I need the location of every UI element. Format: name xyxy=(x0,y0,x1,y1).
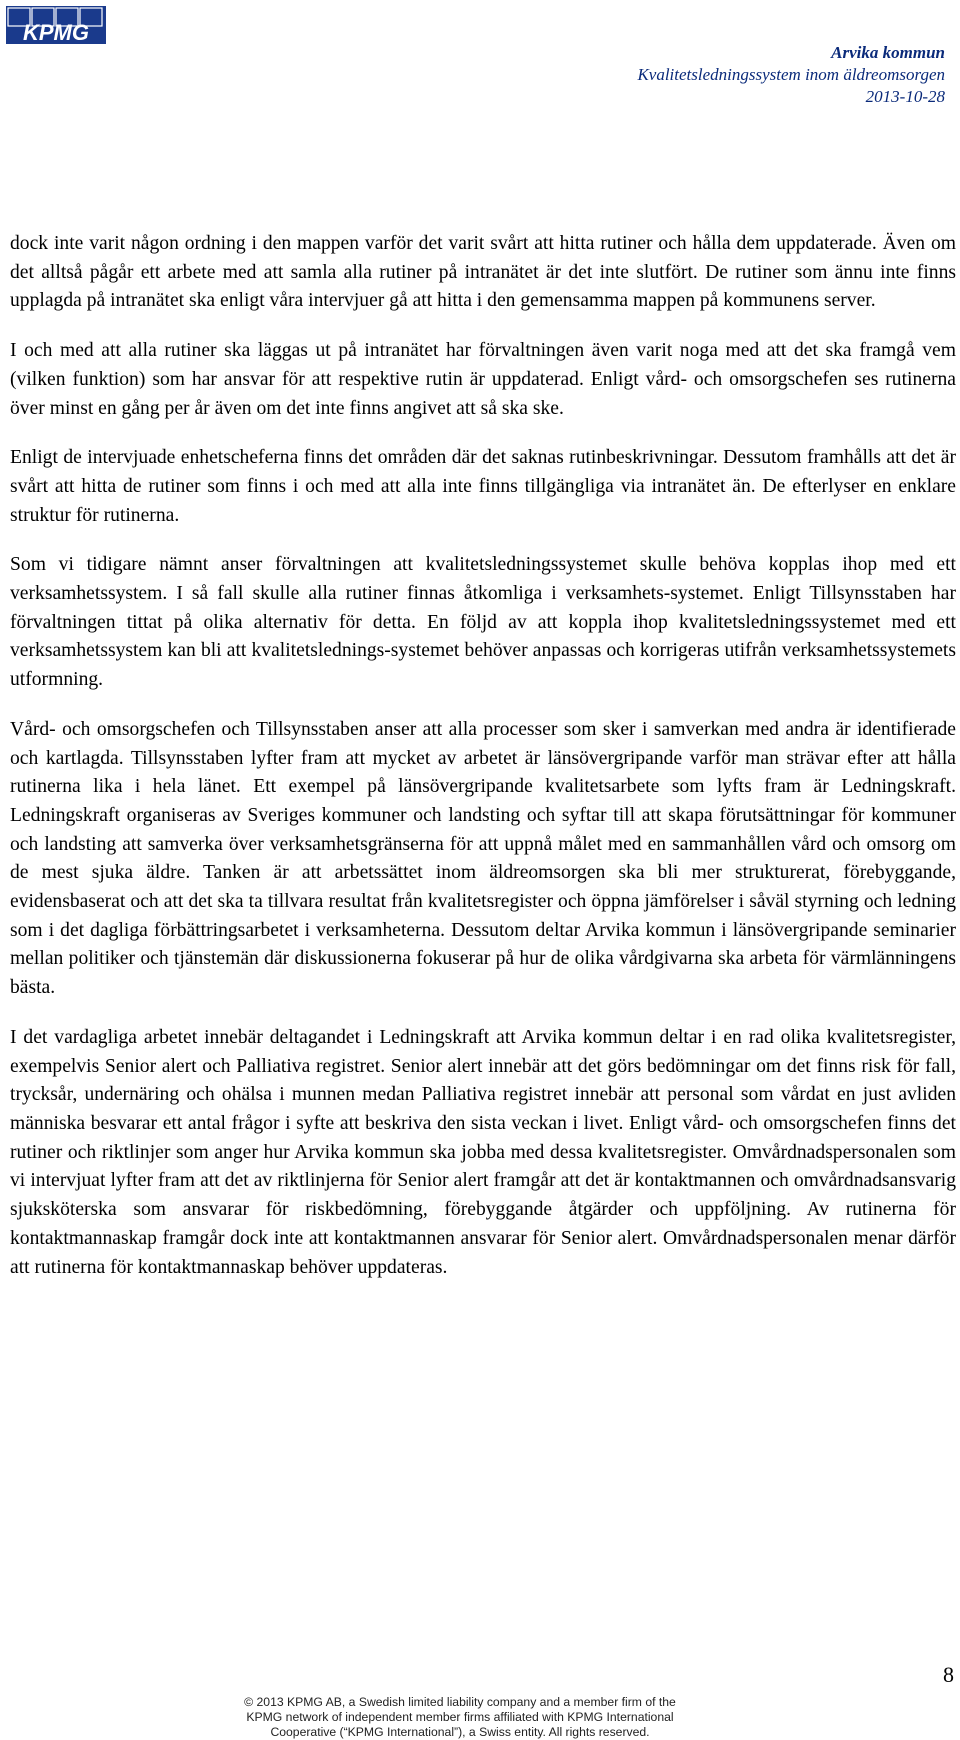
paragraph: I det vardagliga arbetet innebär deltagandet i Ledningskraft att Arvika kommun deltar i en rad olika kvalitetsregister, exempelvis Senior alert och Palliativa registret. Senior alert innebär att det görs bedömningar om det finns risk för fall, trycksår, undernäring och ohälsa i munnen medan Palliativa registret innebär att personal som vårdat en just avliden människa besvarar ett antal frågor i syfte att beskriva den sista veckan i livet. Enligt vård- och omsorgschefen finns det rutiner och riktlinjer som anger hur Arvika kommun ska jobba med dessa kvalitetsregister. Omvårdnadspersonalen som vi intervjuat lyfter fram att det av riktlinjerna för Senior alert framgår att det är kontaktmannen och omvårdnadsansvarig sjuksköterska som ansvarar för riskbedömning, förebyggande åtgärder och uppföljning. Av rutinerna för kontaktmannaskap framgår dock inte att kontaktmannen ansvarar för Senior alert. Omvårdnadspersonalen menar därför att rutinerna för kontaktmannaskap behöver uppdateras. xyxy=(10,1026,956,1278)
page-header xyxy=(637,42,945,108)
paragraph: dock inte varit någon ordning i den mappen varför det varit svårt att hitta rutiner och hålla dem uppdaterade. Även om det alltså pågår ett arbete med att samla alla rutiner på intranätet är det inte slutfört. De rutiner som ännu inte finns upplagda på intranätet ska enligt våra intervjuer gå att hitta i den gemensamma mappen på kommunens server. xyxy=(10,233,956,312)
footer-line: KPMG network of independent member firms affiliated with KPMG International xyxy=(246,1710,674,1724)
copyright-footer xyxy=(140,1695,780,1740)
footer-line: © 2013 KPMG AB, a Swedish limited liability company and a member firm of the xyxy=(244,1695,676,1709)
paragraph: I och med att alla rutiner ska läggas ut på intranätet har förvaltningen även varit noga med att det ska framgå vem (vilken funktion) som har ansvar för att respektive rutin är uppdaterad. Enligt vård- och omsorgschefen ses rutinerna över minst en gång per år även om det inte finns angivet att så ska ske. xyxy=(10,340,956,419)
paragraph: Vård- och omsorgschefen och Tillsynsstaben anser att alla processer som sker i samverkan med andra är identifierade och kartlagda. Tillsynsstaben lyfter fram att mycket av arbetet är länsövergripande varför man strävar efter att hålla rutinerna lika i hela länet. Ett exempel på länsövergripande kvalitetsarbete som lyfts fram är Ledningskraft. Ledningskraft organiseras av Sveriges kommuner och landsting och syftar till att skapa förutsättningar för kommuner och landsting att samverka över verksamhetsgränserna för att uppnå målet med en sammanhållen vård och omsorg om de mest sjuka äldre. Tanken är att arbetssättet inom äldreomsorgen ska bli mer strukturerat, förebyggande, evidensbaserat och att det ska ta tillvara resultat från kvalitetsregister och öppna jämförelser i såväl styrning och ledning som i det dagliga förbättringsarbetet i verksamheterna. Dessutom deltar Arvika kommun i länsövergripande seminarier mellan politiker och tjänstemän där diskussionerna fokuserar på hur de olika vårdgivarna ska arbeta för värmlänningens bästa. xyxy=(10,718,956,999)
footer-line: Cooperative (“KPMG International”), a Swiss entity. All rights reserved. xyxy=(270,1725,650,1739)
body-text xyxy=(10,230,956,1303)
report-title: Kvalitetsledningssystem inom äldreomsorgen xyxy=(637,65,945,84)
kpmg-logo-mark xyxy=(6,6,106,44)
paragraph: Som vi tidigare nämnt anser förvaltningen att kvalitetsledningssystemet skulle behöva kopplas ihop med ett verksamhetssystem. I så fall skulle alla rutiner finnas åtkomliga i verksamhets-systemet. Enligt Tillsynsstaben har förvaltningen tittat på olika alternativ för detta. En följd av att koppla ihop kvalitetsledningssystemet med ett verksamhetssystem kan bli att kvalitetslednings-systemet behöver anpassas och korrigeras utifrån verksamhetssystemets utformning. xyxy=(10,554,956,691)
kpmg-logo xyxy=(6,6,106,44)
logo-text: KPMG xyxy=(23,20,89,44)
organization-name: Arvika kommun xyxy=(831,43,945,62)
page-number: 8 xyxy=(943,1662,954,1687)
paragraph: Enligt de intervjuade enhetscheferna finns det områden där det saknas rutinbeskrivningar. Dessutom framhålls att det är svårt att hitta de rutiner som finns i och med att alla inte finns tillgängliga via intranätet än. De efterlyser en enklare struktur för rutinerna. xyxy=(10,447,956,526)
report-date: 2013-10-28 xyxy=(865,87,945,106)
